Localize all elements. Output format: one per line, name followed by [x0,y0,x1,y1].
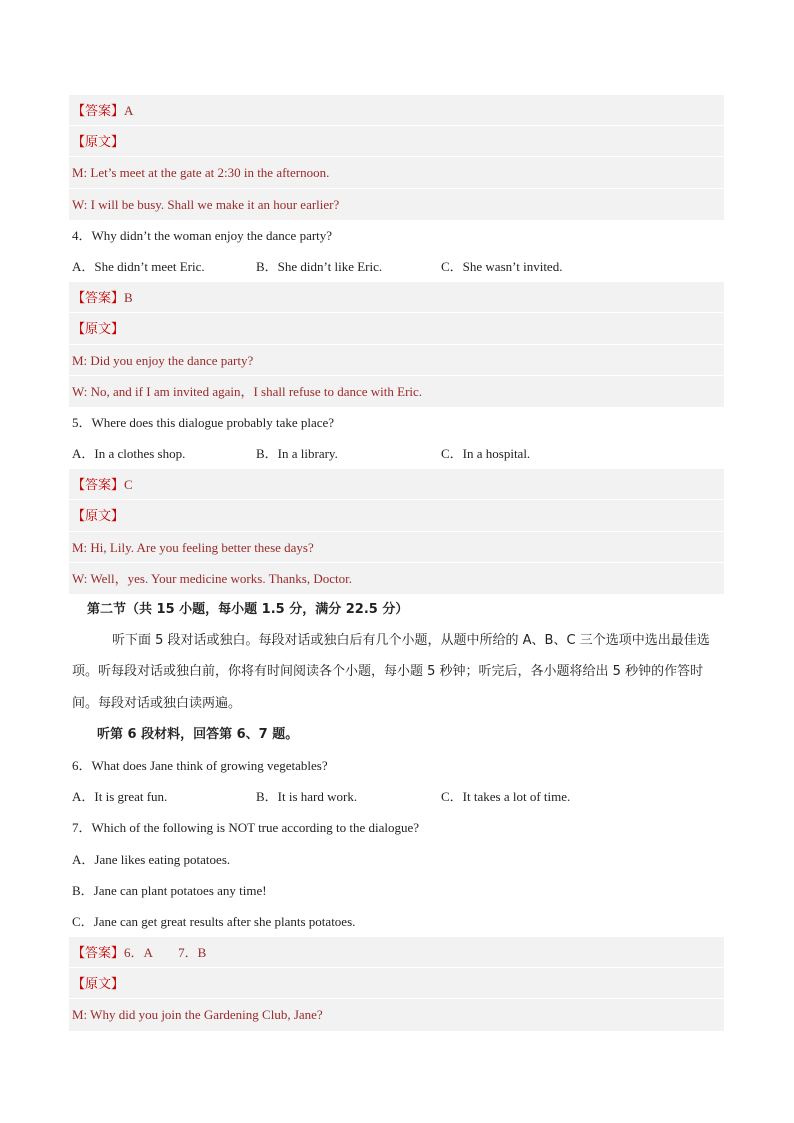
options-row [69,781,724,812]
transcript-label-line [69,126,724,157]
option-a: A．It is great fun. [72,789,168,805]
section-title: 第二节（共 15 小题，每小题 1.5 分，满分 22.5 分） [87,602,409,617]
transcript-label: 【原文】 [72,134,125,150]
answer-label: 【答案】 [72,945,125,961]
transcript-line: W: I will be busy. Shall we make it an hour earlier? [69,189,724,220]
option-a: A．She didn’t meet Eric. [72,258,205,274]
option-b: B．Jane can plant potatoes any time! [72,882,267,898]
answer-value: C [124,477,133,493]
transcript-label: 【原文】 [72,321,125,337]
question-text: 4．Why didn’t the woman enjoy the dance party? [72,227,333,243]
option-b: B．It is hard work. [256,789,358,805]
transcript-line: M: Let’s meet at the gate at 2:30 in the afternoon. [69,157,724,188]
answer-label: 【答案】 [72,290,125,306]
option-c: C．She wasn’t invited. [441,258,563,274]
transcript-line: M: Did you enjoy the dance party? [69,345,724,376]
answer-line [69,95,724,126]
answer-value: A [124,103,134,118]
transcript-line: W: No, and if I am invited again，I shall refuse to dance with Eric. [69,376,724,407]
transcript-line: M: Why did you join the Gardening Club, Jane? [69,999,724,1030]
document-page [69,95,724,1031]
options-row [69,251,724,282]
section-instructions: 听下面 5 段对话或独白。每段对话或独白后有几个小题，从题中所给的 A、B、C 三个选项中选出最佳选项。听每段对话或独白前，你将有时间阅读各个小题，每小题 5 秒钟；听完后，各小题将给出 5 秒钟的作答时间。每段对话或独白读两遍。 [72,633,710,711]
transcript-label-line [69,313,724,344]
transcript-line: M: Hi, Lily. Are you feeling better these days? [69,532,724,563]
answer-line [69,937,724,968]
question-text: 5．Where does this dialogue probably take place? [72,414,335,430]
option-b: B．She didn’t like Eric. [256,258,383,274]
option-a: A．Jane likes eating potatoes. [72,851,231,867]
sub-section-title: 听第 6 段材料，回答第 6、7 题。 [97,726,299,742]
transcript-line: W: Well，yes. Your medicine works. Thanks, Doctor. [69,563,724,594]
question-text: 6．What does Jane think of growing vegetables? [72,757,328,773]
question-text: 7．Which of the following is NOT true according to the dialogue? [72,820,420,836]
option-c: C．Jane can get great results after she plants potatoes. [72,913,356,929]
transcript-label: 【原文】 [72,508,125,524]
answer-line [69,282,724,313]
transcript-label: 【原文】 [72,976,125,992]
option-c: C．It takes a lot of time. [441,789,571,805]
answer-label: 【答案】 [72,103,125,118]
answer-value: 6．A 7．B [124,945,207,961]
answer-label: 【答案】 [72,477,125,493]
transcript-label-line [69,968,724,999]
option-b: B．In a library. [256,446,338,462]
options-row [69,438,724,469]
option-c: C．In a hospital. [441,446,531,462]
answer-value: B [124,290,133,306]
answer-line [69,469,724,500]
option-a: A．In a clothes shop. [72,446,186,462]
transcript-label-line [69,500,724,531]
